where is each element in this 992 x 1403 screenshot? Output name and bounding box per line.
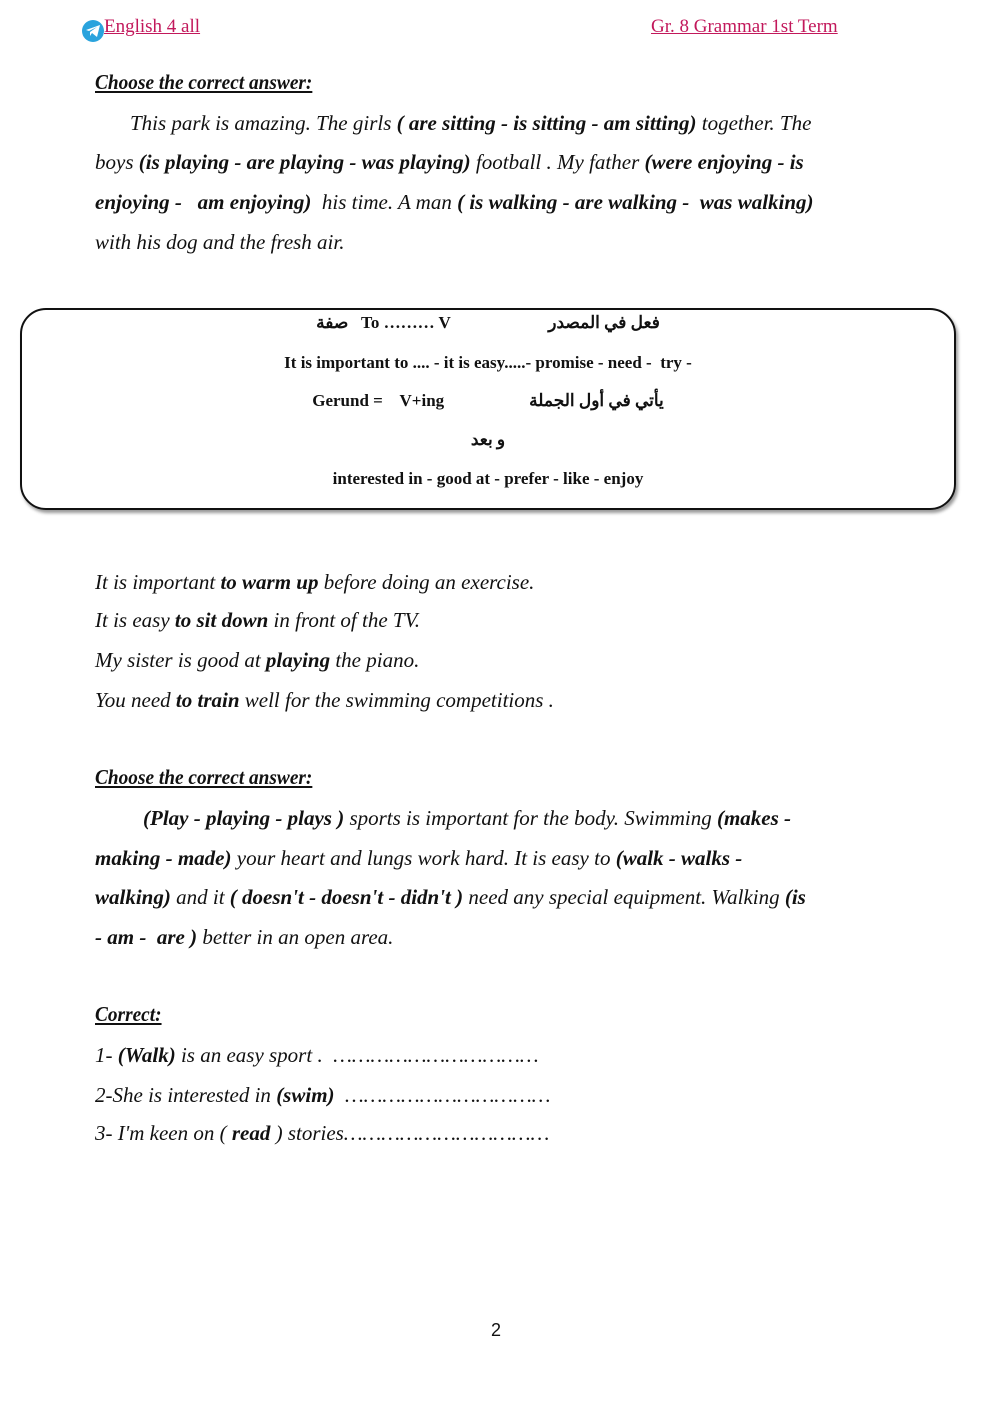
text-segment: better in an open area. (197, 925, 394, 949)
text-segment: boys (95, 150, 139, 174)
answer-options: (is playing - are playing - was playing) (138, 150, 471, 174)
rule-line-3 (22, 391, 954, 411)
text-segment: It is important (95, 570, 221, 594)
rule-gerund: Gerund = V+ing (312, 391, 445, 410)
text-segment: You need (95, 688, 176, 712)
text-segment: together. The (696, 111, 812, 135)
text-line (95, 229, 345, 255)
text-line (95, 647, 419, 673)
text-segment: with his dog and the fresh air. (95, 230, 345, 254)
text-line (95, 569, 534, 595)
text-segment: football . My father (470, 150, 645, 174)
answer-options: playing (265, 648, 331, 672)
answer-options: making - made) (95, 846, 232, 870)
text-line (95, 687, 554, 713)
grammar-term-link[interactable]: Gr. 8 Grammar 1st Term (651, 16, 838, 37)
rule-line-2: It is important to .... - it is easy.....- promise - need - try - (284, 353, 692, 372)
text-line (95, 1042, 539, 1068)
text-segment: your heart and lungs work hard. It is easy to (231, 846, 616, 870)
text-segment: before doing an exercise. (318, 570, 535, 594)
rule-line-4: و بعد (470, 430, 506, 449)
telegram-icon[interactable] (82, 20, 104, 42)
english-4-all-link[interactable]: English 4 all (104, 16, 201, 37)
rule-arabic-adjective: صفة (316, 313, 349, 332)
answer-options: - am - are ) (95, 925, 198, 949)
text-line (95, 924, 393, 950)
rule-box (20, 308, 956, 510)
rule-to-infinitive: To ……… V (361, 313, 451, 332)
answer-options: (Play - playing - plays ) (143, 806, 345, 830)
text-segment: It is easy (95, 608, 175, 632)
answer-options: (is (784, 885, 806, 909)
answer-options: ( is walking - are walking - was walking) (457, 190, 814, 214)
text-segment: and it (170, 885, 230, 909)
text-segment: ) stories…………………………… (270, 1121, 550, 1145)
text-line (95, 189, 814, 215)
rule-arabic-start: يأتي في أول الجملة (529, 391, 664, 410)
answer-options: walking) (95, 885, 171, 909)
text-line (95, 1120, 549, 1146)
text-line (95, 149, 804, 175)
page-number: 2 (490, 1320, 501, 1340)
text-line (143, 805, 791, 831)
answer-options: (makes - (716, 806, 792, 830)
answer-options: read (231, 1121, 271, 1145)
answer-options: enjoying - am enjoying) (95, 190, 312, 214)
section3-heading: Correct: (95, 1002, 162, 1026)
text-segment: in front of the TV. (268, 608, 420, 632)
text-line (95, 1082, 550, 1108)
text-line (95, 845, 742, 871)
section2-heading: Choose the correct answer: (95, 765, 313, 789)
answer-options: (were enjoying - is (644, 150, 804, 174)
rule-arabic-infinitive: فعل في المصدر (548, 313, 660, 332)
answer-options: to warm up (220, 570, 319, 594)
text-segment: need any special equipment. Walking (463, 885, 785, 909)
text-segment: sports is important for the body. Swimming (344, 806, 717, 830)
answer-options: (Walk) (117, 1043, 176, 1067)
text-segment: …………………………… (334, 1083, 551, 1107)
rule-line-1 (22, 313, 954, 333)
rule-line-5: interested in - good at - prefer - like - enjoy (332, 469, 644, 488)
text-segment: 2-She is interested in (95, 1083, 277, 1107)
text-segment: 1- (95, 1043, 118, 1067)
text-line (95, 607, 420, 633)
text-segment: his time. A man (311, 190, 458, 214)
answer-options: to train (175, 688, 240, 712)
answer-options: (walk - walks - (615, 846, 743, 870)
text-segment: My sister is good at (95, 648, 266, 672)
text-line (95, 884, 806, 910)
text-segment: is an easy sport . …………………………… (175, 1043, 539, 1067)
answer-options: ( doesn't - doesn't - didn't ) (229, 885, 464, 909)
answer-options: ( are sitting - is sitting - am sitting) (396, 111, 697, 135)
text-segment: the piano. (330, 648, 420, 672)
text-segment: 3- I'm keen on ( (95, 1121, 232, 1145)
answer-options: to sit down (174, 608, 269, 632)
text-segment: well for the swimming competitions . (239, 688, 554, 712)
text-segment: This park is amazing. The girls (130, 111, 397, 135)
answer-options: (swim) (276, 1083, 335, 1107)
section1-heading: Choose the correct answer: (95, 70, 313, 94)
text-line (130, 110, 811, 136)
